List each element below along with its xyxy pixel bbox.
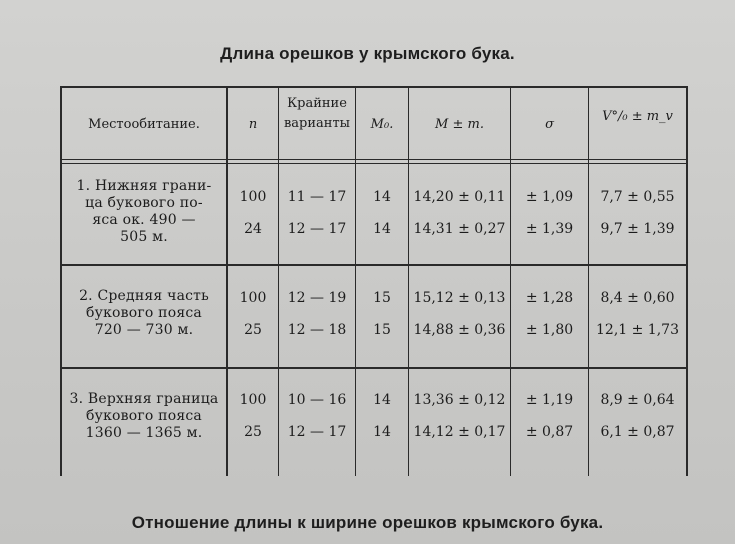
mean-cell: 15,12 ± 0,13 xyxy=(413,290,506,306)
range-cell: 12 — 17 xyxy=(287,424,347,440)
header-rule-1 xyxy=(60,159,688,160)
table-left-rule xyxy=(60,86,62,476)
table-title: Длина орешков у крымского бука. xyxy=(220,44,515,63)
mean-cell: 14,12 ± 0,17 xyxy=(413,424,506,440)
row-divider-2 xyxy=(60,367,688,369)
n-cell: 24 xyxy=(244,221,262,237)
header-mo: M₀. xyxy=(370,117,394,132)
range-cell: 10 — 16 xyxy=(287,392,347,408)
n-cell: 100 xyxy=(239,392,267,408)
col-rule-2 xyxy=(278,86,279,476)
col-rule-4 xyxy=(408,86,409,476)
col-rule-1 xyxy=(226,86,228,476)
n-cell: 100 xyxy=(239,290,267,306)
sigma-cell: ± 1,28 xyxy=(525,290,574,306)
mo-cell: 14 xyxy=(373,189,391,205)
next-table-title: Отношение длины к ширине орешков крымского бука. xyxy=(131,513,604,532)
mo-cell: 14 xyxy=(373,221,391,237)
sigma-cell: ± 1,80 xyxy=(525,322,574,338)
header-v: V°/₀ ± m_v xyxy=(602,109,673,124)
v-cell: 8,4 ± 0,60 xyxy=(600,290,675,306)
n-cell: 25 xyxy=(244,424,262,440)
col-rule-6 xyxy=(588,86,589,476)
habitat-cell: 3. Верхняя граница букового пояса 1360 — 1365 м. xyxy=(69,391,219,441)
data-table xyxy=(60,86,688,476)
row-divider-1 xyxy=(60,264,688,266)
sigma-cell: ± 1,19 xyxy=(525,392,574,408)
v-cell: 12,1 ± 1,73 xyxy=(596,322,679,338)
header-habitat: Местообитание. xyxy=(88,117,200,132)
v-cell: 7,7 ± 0,55 xyxy=(600,189,675,205)
col-rule-5 xyxy=(510,86,511,476)
header-sigma: σ xyxy=(545,117,554,132)
header-rule-2 xyxy=(60,163,688,164)
sigma-cell: ± 0,87 xyxy=(525,424,574,440)
mean-cell: 14,20 ± 0,11 xyxy=(413,189,506,205)
range-cell: 11 — 17 xyxy=(287,189,347,205)
range-cell: 12 — 18 xyxy=(287,322,347,338)
header-variants-line2: варианты xyxy=(283,116,350,131)
mean-cell: 13,36 ± 0,12 xyxy=(413,392,506,408)
header-variants-line1: Крайние xyxy=(287,96,347,111)
mean-cell: 14,31 ± 0,27 xyxy=(413,221,506,237)
n-cell: 25 xyxy=(244,322,262,338)
mo-cell: 14 xyxy=(373,392,391,408)
habitat-cell: 2. Средняя часть букового пояса 720 — 730 м. xyxy=(79,288,209,338)
table-top-rule xyxy=(60,86,688,88)
n-cell: 100 xyxy=(239,189,267,205)
mean-cell: 14,88 ± 0,36 xyxy=(413,322,506,338)
v-cell: 9,7 ± 1,39 xyxy=(600,221,675,237)
header-n: n xyxy=(248,117,258,132)
mo-cell: 14 xyxy=(373,424,391,440)
v-cell: 8,9 ± 0,64 xyxy=(600,392,675,408)
v-cell: 6,1 ± 0,87 xyxy=(600,424,675,440)
habitat-cell: 1. Нижняя грани- ца букового по- яса ок. 490 — 505 м. xyxy=(76,178,212,245)
mo-cell: 15 xyxy=(373,290,391,306)
table-right-rule xyxy=(686,86,688,476)
sigma-cell: ± 1,09 xyxy=(525,189,574,205)
sigma-cell: ± 1,39 xyxy=(525,221,574,237)
mo-cell: 15 xyxy=(373,322,391,338)
col-rule-3 xyxy=(355,86,356,476)
header-m: M ± m. xyxy=(435,117,484,132)
range-cell: 12 — 17 xyxy=(287,221,347,237)
range-cell: 12 — 19 xyxy=(287,290,347,306)
